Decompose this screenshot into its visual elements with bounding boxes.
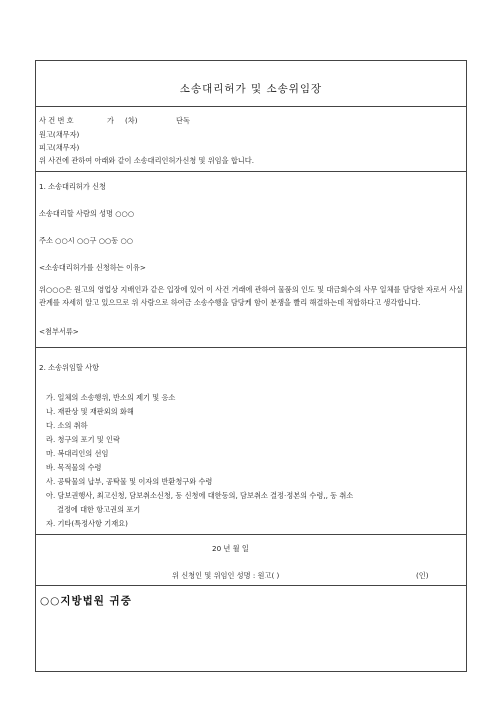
case-number-ga: 가	[107, 116, 114, 125]
delegation-item: 마. 복대리인의 선임	[46, 449, 109, 458]
delegation-item: 가. 일체의 소송행위, 반소의 제기 및 응소	[46, 393, 176, 402]
intro-sentence: 위 사건에 관하여 아래와 같이 소송대리인허가신청 및 위임을 합니다.	[39, 156, 254, 165]
signature-line: 위 신청인 및 위임인 성명 : 원고( )	[172, 571, 280, 580]
case-number-cha: (차)	[125, 116, 138, 125]
reason-text: 위○○○은 원고의 영업상 지배인과 같은 입장에 있어 이 사건 거래에 관하여 물품의 인도 및 대금회수의 사무 일체를 담당한 자로서 사실관계를 자세히 알고 있으므로 위 사람으로 하여금 소송수행을 담당케 함이 분쟁을 빨리 해결하는데 적합하다고 생각합니다.	[39, 285, 463, 307]
case-number-label: 사 건 번 호	[39, 116, 74, 125]
delegation-item: 나. 재판상 및 재판외의 화해	[46, 407, 134, 416]
divider-header	[36, 171, 466, 172]
divider-footer	[36, 585, 466, 586]
delegation-item: 바. 목적물의 수령	[46, 463, 102, 472]
date-line: 20 년 월 일	[212, 544, 249, 553]
section1-heading: 1. 소송대리허가 신청	[39, 182, 106, 191]
seal-mark: (인)	[416, 571, 429, 580]
delegation-item: 사. 공탁물의 납부, 공탁물 및 이자의 반환청구와 수령	[46, 477, 213, 486]
delegation-item: 다. 소의 취하	[46, 421, 88, 430]
delegation-item: 아. 담보권행사, 최고신청, 담보취소신청, 동 신청에 대한동의, 담보취소 결정·정본의 수령,, 동 취소	[46, 491, 354, 500]
agent-address: 주소 ○○시 ○○구 ○○동 ○○	[39, 236, 134, 245]
delegation-item: 자. 기타(특정사항 기재요)	[46, 519, 128, 528]
delegation-item: 라. 청구의 포기 및 인락	[46, 435, 120, 444]
section2-heading: 2. 소송위임할 사항	[39, 363, 100, 372]
attachments-heading: <첨부서류>	[39, 327, 79, 336]
agent-name: 소송대리할 사람의 성명 ○○○	[39, 209, 135, 218]
delegation-item-continued: 결정에 대한 항고권의 포기	[57, 505, 141, 514]
power-of-attorney-form	[35, 60, 467, 672]
document-title: 소송대리허가 및 소송위임장	[179, 83, 323, 95]
court-addressee: ○○지방법원 귀중	[40, 595, 132, 607]
reason-heading: <소송대리허가를 신청하는 이유>	[39, 263, 146, 272]
plaintiff-label: 원고(채무자)	[39, 130, 80, 139]
divider-section1	[36, 347, 466, 348]
defendant-label: 피고(채무자)	[39, 143, 80, 152]
divider-title	[36, 106, 466, 107]
case-number-suffix: 단독	[176, 116, 190, 125]
divider-section2	[36, 534, 466, 535]
